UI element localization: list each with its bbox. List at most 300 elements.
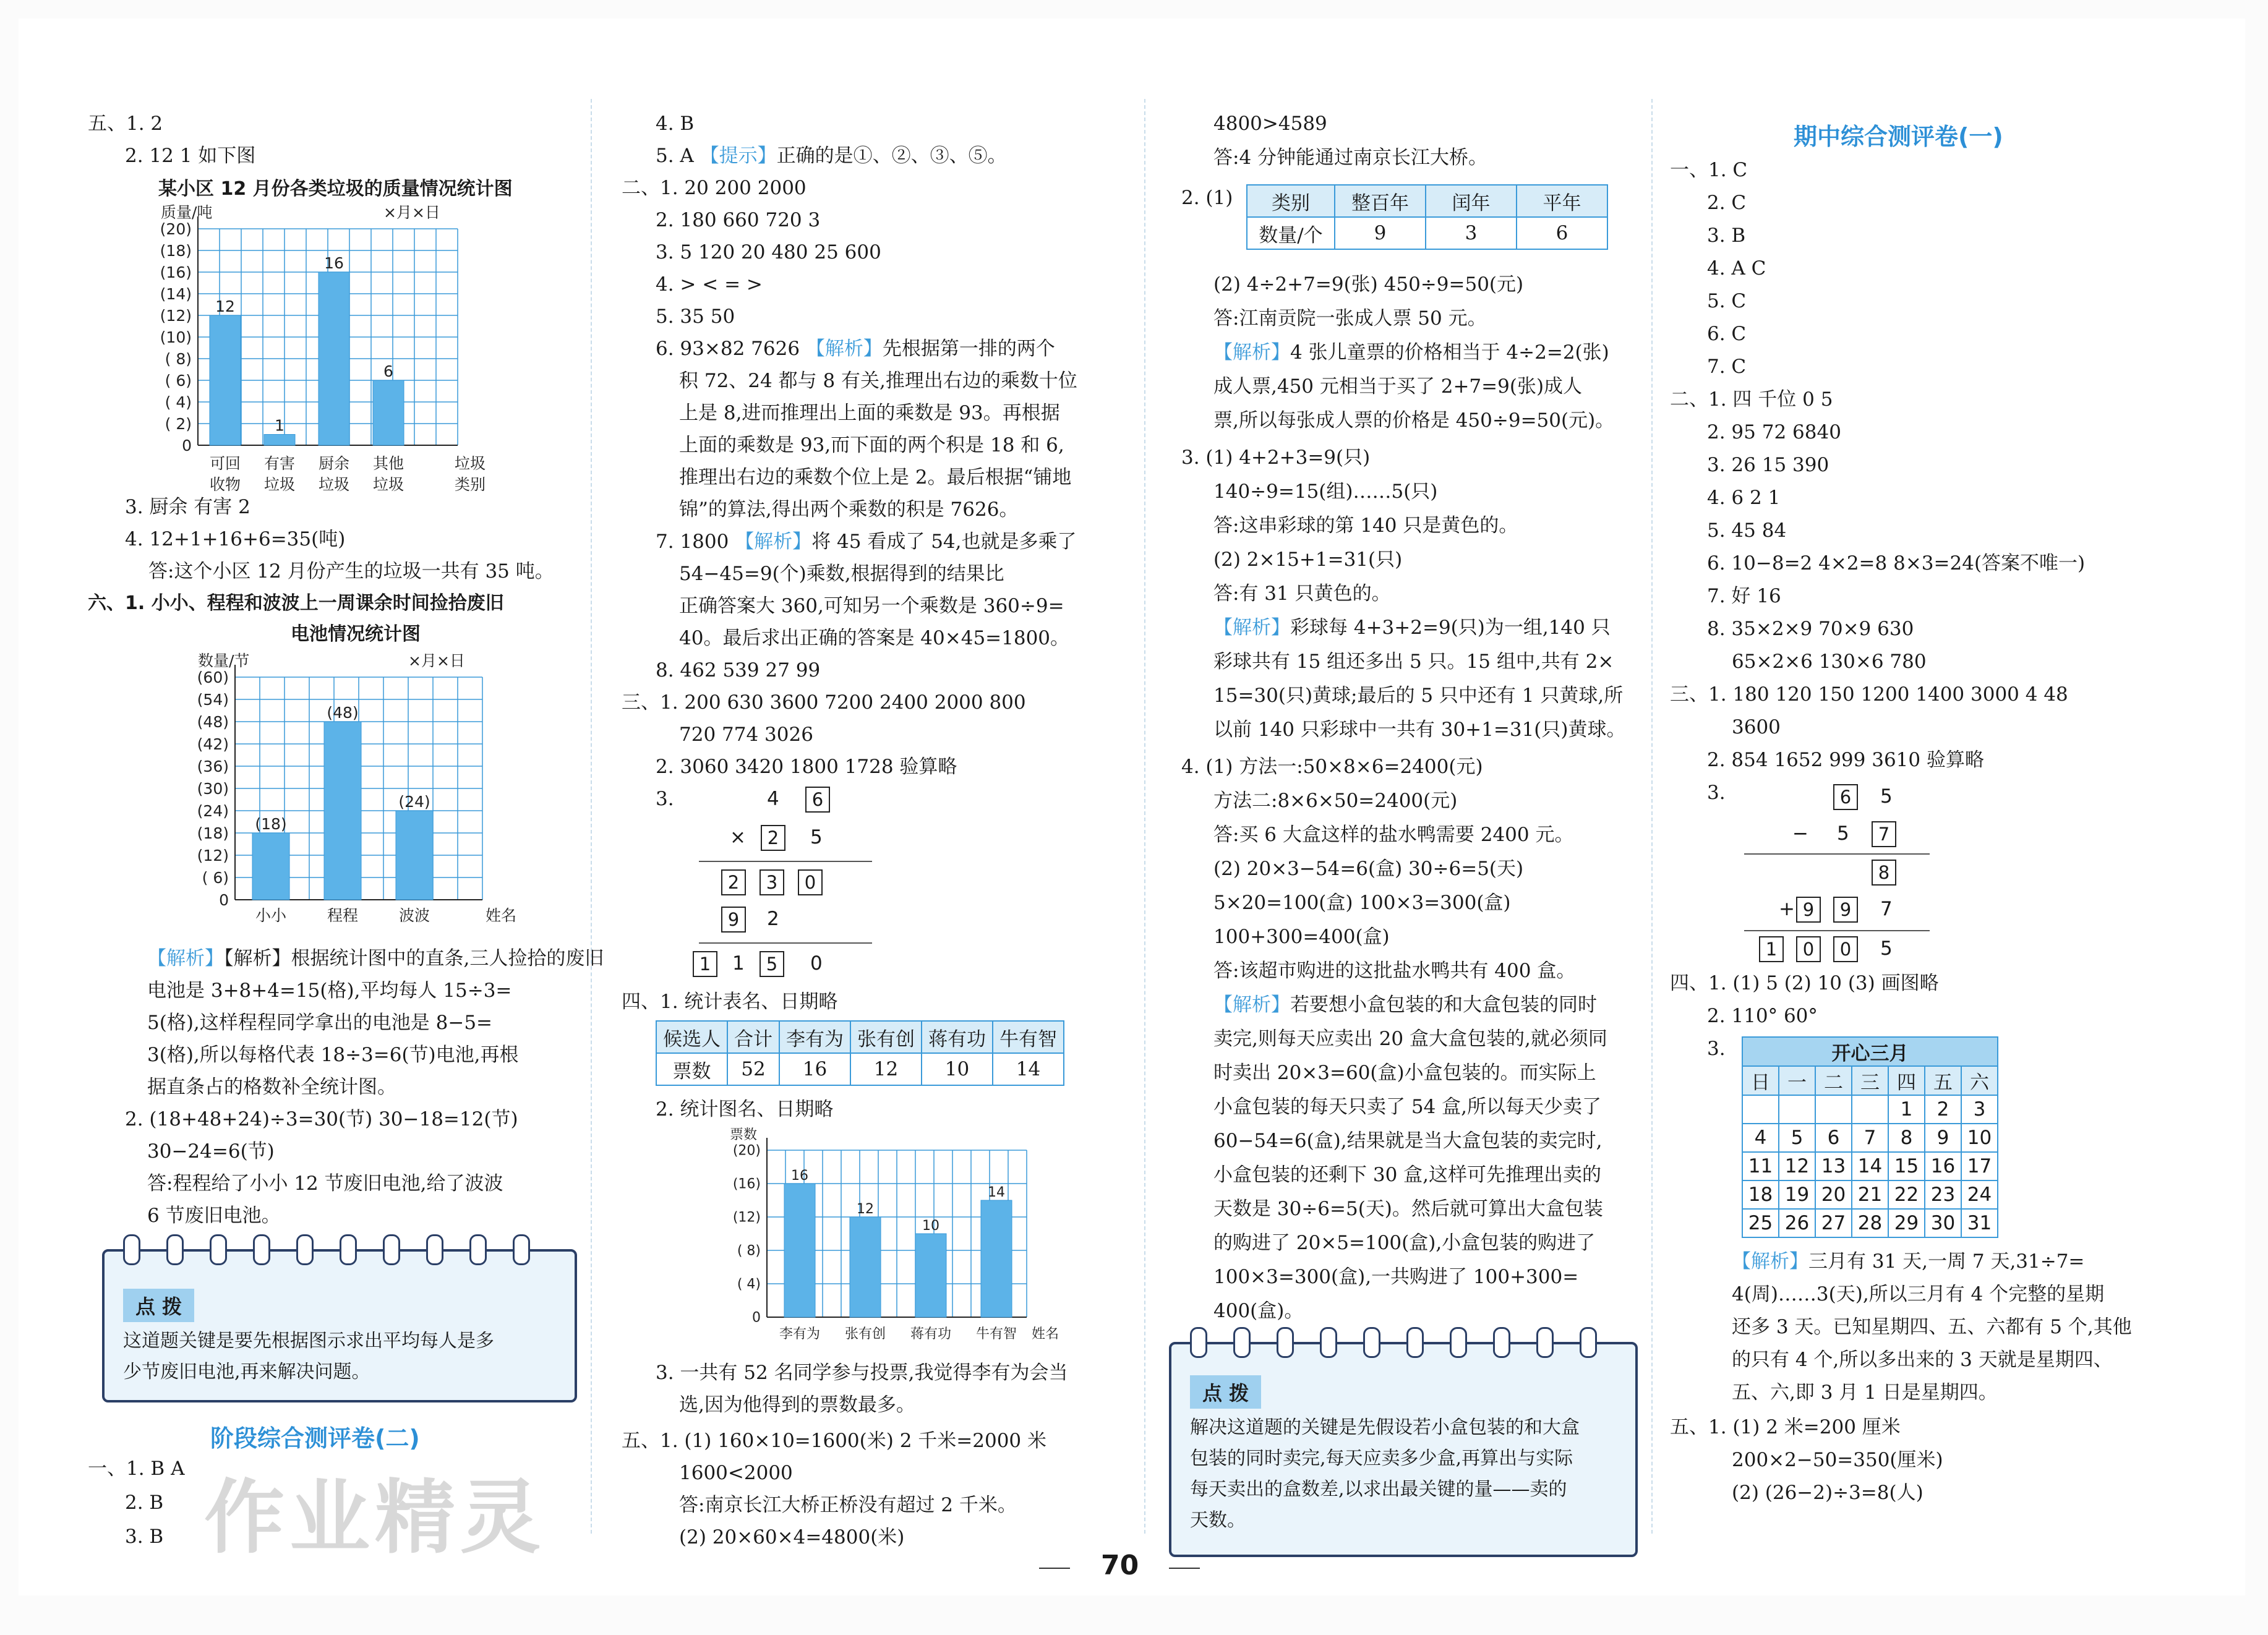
answer-line: 答:该超市购进的这批盐水鸭共有 400 盒。 bbox=[1213, 960, 1576, 982]
calendar-day: 24 bbox=[1961, 1180, 1998, 1209]
table-header: 张有创 bbox=[850, 1021, 922, 1053]
y-tick-label: ( 8) bbox=[165, 349, 192, 368]
bar-value-label: 6 bbox=[383, 362, 393, 380]
tip-text: 解决这道题的关键是先假设若小盒包装的和大盒 bbox=[1190, 1417, 1580, 1438]
table-cell: 9 bbox=[1335, 217, 1426, 249]
answer-line: 4800>4589 bbox=[1213, 113, 1327, 135]
answer-line: 1600<2000 bbox=[679, 1462, 793, 1484]
analysis-tag: 【解析】 bbox=[1732, 1250, 1808, 1273]
answer-line: 6. 10−8=2 4×2=8 8×3=24(答案不唯一) bbox=[1707, 552, 2086, 574]
answer-line: 答:江南贡院一张成人票 50 元。 bbox=[1213, 307, 1487, 330]
chart-title: 电池情况统计图 bbox=[291, 623, 421, 645]
y-axis-label: 质量/吨 bbox=[161, 204, 213, 221]
analysis-line: 100×3=300(盒),一共购进了 100+300= bbox=[1213, 1266, 1579, 1288]
table-cell: 票数 bbox=[656, 1053, 727, 1085]
answer-line: 4. A C bbox=[1707, 257, 1766, 280]
y-tick-label: (30) bbox=[197, 779, 229, 798]
page-number-rule bbox=[1039, 1568, 1070, 1569]
calendar-weekday: 二 bbox=[1815, 1066, 1852, 1095]
operator: − bbox=[1792, 822, 1808, 845]
table-cell: 数量/个 bbox=[1247, 217, 1335, 249]
tip-box bbox=[1169, 1342, 1638, 1557]
calendar-day: 11 bbox=[1742, 1152, 1779, 1180]
answer-line: 8. 35×2×9 70×9 630 bbox=[1707, 618, 1914, 640]
answer-line: 5. 35 50 bbox=[656, 305, 735, 328]
answer-line: 四、1. (1) 5 (2) 10 (3) 画图略 bbox=[1670, 972, 1939, 994]
y-tick-label: 0 bbox=[219, 890, 229, 909]
table-cell: 16 bbox=[779, 1053, 850, 1085]
table-header: 李有为 bbox=[779, 1021, 850, 1053]
x-axis-label: 垃圾 bbox=[454, 455, 486, 472]
bar bbox=[373, 380, 404, 445]
analysis-tag: 【解析】 bbox=[735, 531, 812, 553]
analysis-tag: 【解析】 bbox=[805, 338, 883, 360]
digit: 5 bbox=[1880, 937, 1893, 960]
analysis-line: 【解析】若要想小盒包装的和大盒包装的同时 bbox=[1213, 994, 1597, 1016]
calendar-day: 7 bbox=[1852, 1124, 1888, 1152]
x-tick-label: 李有为 bbox=[779, 1326, 821, 1342]
x-tick-label: 收物 bbox=[209, 476, 241, 493]
column-divider bbox=[1144, 99, 1146, 1534]
calendar-day: 5 bbox=[1779, 1124, 1815, 1152]
digit-box: 9 bbox=[1833, 897, 1858, 923]
answer-line: 2. 3060 3420 1800 1728 验算略 bbox=[656, 756, 957, 778]
answer-line: 2. 180 660 720 3 bbox=[656, 209, 821, 231]
y-tick-label: (24) bbox=[197, 801, 229, 820]
calendar-march bbox=[1742, 1036, 1998, 1238]
answer-line: 6. 93×82 7626 【解析】先根据第一排的两个 bbox=[656, 338, 1055, 360]
y-tick-label: (12) bbox=[732, 1210, 761, 1226]
calendar-day: 30 bbox=[1925, 1209, 1961, 1237]
table-header: 整百年 bbox=[1335, 185, 1426, 217]
answer-line: (2) 4÷2+7=9(张) 450÷9=50(元) bbox=[1213, 273, 1524, 296]
digit: 2 bbox=[767, 908, 779, 930]
chart-title: 某小区 12 月份各类垃圾的质量情况统计图 bbox=[158, 178, 513, 200]
table-header: 闰年 bbox=[1426, 185, 1517, 217]
answer-line: 一、1. B A bbox=[88, 1458, 185, 1480]
tip-heading: 点 拨 bbox=[1190, 1375, 1261, 1409]
y-tick-label: (12) bbox=[160, 306, 192, 325]
bar-value-label: 1 bbox=[275, 416, 285, 435]
calendar-day bbox=[1815, 1095, 1852, 1124]
answer-line: 3. B bbox=[125, 1526, 164, 1548]
answer-line: 7. 1800 【解析】将 45 看成了 54,也就是多乘了 bbox=[656, 531, 1077, 553]
digit-box: 9 bbox=[721, 907, 746, 933]
chart-title: 六、1. 小小、程程和波波上一周课余时间捡拾废旧 bbox=[88, 592, 504, 614]
analysis-line: 40。最后求出正确的答案是 40×45=1800。 bbox=[679, 627, 1070, 649]
answer-line: 5. C bbox=[1707, 290, 1747, 312]
answer-line: 8. 462 539 27 99 bbox=[656, 659, 821, 681]
x-tick-label: 其他 bbox=[372, 455, 404, 472]
answer-line: 140÷9=15(组)……5(只) bbox=[1213, 480, 1438, 503]
bar-value-label: 16 bbox=[791, 1168, 808, 1184]
page-number-rule bbox=[1169, 1568, 1200, 1569]
answer-line: 30−24=6(节) bbox=[147, 1140, 275, 1163]
calendar-day: 20 bbox=[1815, 1180, 1852, 1209]
section-title: 期中综合测评卷(一) bbox=[1794, 123, 2003, 150]
digit-box: 8 bbox=[1872, 860, 1896, 886]
bar bbox=[850, 1217, 881, 1317]
page-number: 70 bbox=[1101, 1550, 1139, 1581]
table-cell: 14 bbox=[993, 1053, 1064, 1085]
bar bbox=[324, 722, 361, 900]
analysis-tag: 【解析】 bbox=[147, 947, 224, 970]
calc-line bbox=[699, 861, 872, 862]
y-tick-label: (12) bbox=[197, 846, 229, 864]
calendar-day: 23 bbox=[1925, 1180, 1961, 1209]
analysis-tag: 【解析】 bbox=[1213, 617, 1290, 639]
digit-box: 6 bbox=[1833, 784, 1858, 810]
answer-line: 7. 好 16 bbox=[1707, 585, 1781, 607]
calendar-day bbox=[1779, 1095, 1815, 1124]
digit-box: 1 bbox=[693, 951, 717, 977]
calendar-caption: 开心三月 bbox=[1742, 1037, 1998, 1066]
calendar-day: 12 bbox=[1779, 1152, 1815, 1180]
x-tick-label: 垃圾 bbox=[263, 476, 296, 493]
tip-text: 天数。 bbox=[1190, 1509, 1246, 1531]
bar-value-label: 16 bbox=[324, 254, 344, 272]
tip-heading: 点 拨 bbox=[123, 1289, 194, 1322]
section-title: 阶段综合测评卷(二) bbox=[210, 1425, 420, 1452]
answer-line: (2) (26−2)÷3=8(人) bbox=[1732, 1482, 1924, 1504]
operator: × bbox=[730, 826, 746, 848]
answer-line: 五、1. (1) 2 米=200 厘米 bbox=[1670, 1416, 1901, 1438]
chart-date: ×月×日 bbox=[408, 652, 465, 670]
bar-chart-batteries bbox=[142, 649, 563, 940]
digit: 5 bbox=[1837, 822, 1849, 845]
bar-value-label: (18) bbox=[255, 815, 287, 833]
answer-line: 2. B bbox=[125, 1492, 164, 1514]
answer-line: 二、1. 四 千位 0 5 bbox=[1670, 388, 1833, 411]
calendar-day bbox=[1852, 1095, 1888, 1124]
digit: 4 bbox=[767, 788, 779, 810]
bar bbox=[981, 1200, 1012, 1317]
x-tick-label: 有害 bbox=[263, 455, 296, 472]
table-header: 合计 bbox=[727, 1021, 779, 1053]
answer-line: 4. (1) 方法一:50×8×6=2400(元) bbox=[1181, 756, 1483, 778]
analysis-line: 卖完,则每天应卖出 20 盒大盒包装的,就必须同 bbox=[1213, 1028, 1607, 1050]
tip-text: 少节废旧电池,再来解决问题。 bbox=[123, 1361, 370, 1383]
bar bbox=[396, 811, 433, 900]
analysis-line: 上面的乘数是 93,而下面的两个积是 18 和 6, bbox=[679, 434, 1064, 456]
answer-line: 五、1. (1) 160×10=1600(米) 2 千米=2000 米 bbox=[622, 1430, 1046, 1452]
analysis-line: 4(周)……3(天),所以三月有 4 个完整的星期 bbox=[1732, 1283, 2105, 1305]
answer-line: 2. 12 1 如下图 bbox=[125, 145, 256, 167]
answer-line: (2) 20×3−54=6(盒) 30÷6=5(天) bbox=[1213, 858, 1524, 880]
analysis-line: 【解析】彩球每 4+3+2=9(只)为一组,140 只 bbox=[1213, 617, 1611, 639]
answer-line: 3. 26 15 390 bbox=[1707, 454, 1829, 476]
answer-line: 答:有 31 只黄色的。 bbox=[1213, 583, 1391, 605]
analysis-line: 3(格),所以每格代表 18÷3=6(节)电池,再根 bbox=[147, 1044, 519, 1066]
calendar-weekday: 三 bbox=[1852, 1066, 1888, 1095]
column-divider bbox=[1651, 99, 1653, 1534]
answer-line: 2. 110° 60° bbox=[1707, 1005, 1818, 1027]
answer-line: 方法二:8×6×50=2400(元) bbox=[1213, 790, 1458, 812]
calendar-day: 22 bbox=[1888, 1180, 1925, 1209]
answer-line: 7. C bbox=[1707, 356, 1747, 378]
x-axis-label: 姓名 bbox=[1031, 1326, 1059, 1342]
analysis-line: 小盒包装的还剩下 30 盒,这样可先推理出卖的 bbox=[1213, 1164, 1602, 1186]
y-tick-label: ( 4) bbox=[737, 1276, 761, 1292]
y-tick-label: (16) bbox=[160, 263, 192, 281]
table-cell: 6 bbox=[1517, 217, 1607, 249]
analysis-line: 五、六,即 3 月 1 日是星期四。 bbox=[1732, 1381, 1998, 1404]
table-cell: 52 bbox=[727, 1053, 779, 1085]
x-tick-label: 小小 bbox=[255, 907, 287, 924]
tip-text: 这道题关键是要先根据图示求出平均每人是多 bbox=[123, 1330, 494, 1352]
y-tick-label: ( 2) bbox=[165, 414, 192, 433]
analysis-line: 60−54=6(盒),结果就是当大盒包装的卖完时, bbox=[1213, 1130, 1603, 1152]
y-tick-label: (20) bbox=[160, 220, 192, 238]
digit-box: 9 bbox=[1796, 897, 1821, 923]
digit-box: 5 bbox=[760, 951, 784, 977]
digit-box: 0 bbox=[1833, 936, 1858, 962]
calendar-weekday: 五 bbox=[1925, 1066, 1961, 1095]
x-axis-label: 姓名 bbox=[485, 907, 517, 924]
analysis-line: 时卖出 20×3=60(盒)小盒包装的。而实际上 bbox=[1213, 1062, 1596, 1084]
calendar-day: 10 bbox=[1961, 1124, 1998, 1152]
x-tick-label: 蒋有功 bbox=[910, 1326, 952, 1342]
digit: 0 bbox=[810, 952, 823, 975]
x-tick-label: 可回 bbox=[209, 455, 241, 472]
calendar-day: 31 bbox=[1961, 1209, 1998, 1237]
calendar-day: 18 bbox=[1742, 1180, 1779, 1209]
answer-line: 6 节废旧电池。 bbox=[147, 1205, 281, 1227]
answer-line: 三、1. 200 630 3600 7200 2400 2000 800 bbox=[622, 691, 1026, 714]
year-table bbox=[1246, 184, 1608, 250]
analysis-line: 据直条占的格数补全统计图。 bbox=[147, 1076, 396, 1098]
answer-line: 答:南京长江大桥正桥没有超过 2 千米。 bbox=[679, 1494, 1017, 1516]
table-cell: 3 bbox=[1426, 217, 1517, 249]
answer-line: 3. 5 120 20 480 25 600 bbox=[656, 241, 881, 263]
x-tick-label: 程程 bbox=[327, 907, 359, 924]
answer-line: 4. 12+1+16+6=35(吨) bbox=[125, 528, 346, 550]
analysis-line: 天数是 30÷6=5(天)。然后就可算出大盒包装 bbox=[1213, 1198, 1603, 1220]
answer-line: 6. C bbox=[1707, 323, 1747, 345]
y-tick-label: (10) bbox=[160, 328, 192, 346]
bar-value-label: 12 bbox=[215, 297, 235, 315]
y-tick-label: (16) bbox=[732, 1176, 761, 1192]
analysis-line: 15=30(只)黄球;最后的 5 只中还有 1 只黄球,所 bbox=[1213, 685, 1624, 707]
calendar-day: 25 bbox=[1742, 1209, 1779, 1237]
answer-line: 200×2−50=350(厘米) bbox=[1732, 1449, 1943, 1471]
y-tick-label: ( 8) bbox=[737, 1243, 761, 1259]
analysis-line: 5(格),这样程程同学拿出的电池是 8−5= bbox=[147, 1012, 493, 1034]
y-tick-label: (36) bbox=[197, 757, 229, 775]
table-header: 候选人 bbox=[656, 1021, 727, 1053]
tip-box bbox=[102, 1249, 577, 1402]
answer-line: 720 774 3026 bbox=[679, 724, 813, 746]
digit-box: 2 bbox=[721, 869, 746, 895]
calendar-day: 14 bbox=[1852, 1152, 1888, 1180]
analysis-text: 【解析】根据统计图中的直条,三人捡拾的废旧 bbox=[224, 947, 604, 970]
digit: 5 bbox=[810, 826, 823, 848]
y-tick-label: ( 6) bbox=[165, 371, 192, 390]
calendar-weekday: 四 bbox=[1888, 1066, 1925, 1095]
calendar-day: 2 bbox=[1925, 1095, 1961, 1124]
y-tick-label: ( 6) bbox=[202, 868, 229, 887]
analysis-line: 彩球共有 15 组还多出 5 只。15 组中,共有 2× bbox=[1213, 651, 1614, 673]
y-tick-label: (14) bbox=[160, 284, 192, 303]
analysis-line: 成人票,450 元相当于买了 2+7=9(张)成人 bbox=[1213, 375, 1583, 398]
calendar-weekday: 一 bbox=[1779, 1066, 1815, 1095]
answer-line: 一、1. C bbox=[1670, 159, 1748, 181]
answer-line: 3. bbox=[1707, 1038, 1726, 1060]
answer-line: 5×20=100(盒) 100×3=300(盒) bbox=[1213, 892, 1511, 914]
analysis-line: 小盒包装的每天只卖了 54 盒,所以每天少卖了 bbox=[1213, 1096, 1602, 1118]
answer-line: 答:4 分钟能通过南京长江大桥。 bbox=[1213, 147, 1488, 169]
bar bbox=[264, 435, 295, 446]
calendar-day: 8 bbox=[1888, 1124, 1925, 1152]
bar-value-label: (24) bbox=[398, 793, 430, 811]
y-tick-label: (42) bbox=[197, 735, 229, 753]
bar-value-label: 14 bbox=[988, 1185, 1005, 1200]
x-tick-label: 垃圾 bbox=[318, 476, 350, 493]
calendar-day: 6 bbox=[1815, 1124, 1852, 1152]
analysis-line: 【解析】三月有 31 天,一周 7 天,31÷7= bbox=[1732, 1250, 2085, 1273]
answer-line: 答:程程给了小小 12 节废旧电池,给了波波 bbox=[147, 1172, 503, 1195]
x-tick-label: 垃圾 bbox=[372, 476, 404, 493]
digit: 1 bbox=[732, 952, 745, 975]
y-tick-label: (18) bbox=[197, 824, 229, 842]
analysis-line: 积 72、24 都与 8 有关,推理出右边的乘数十位 bbox=[679, 370, 1077, 392]
analysis-tag: 【解析】 bbox=[1213, 341, 1290, 364]
y-tick-label: 0 bbox=[182, 436, 192, 455]
bar bbox=[252, 833, 289, 900]
bar bbox=[784, 1184, 815, 1317]
answer-line: 2. (1) bbox=[1181, 187, 1233, 209]
chart-date: ×月×日 bbox=[383, 204, 440, 221]
y-tick-label: (48) bbox=[197, 712, 229, 731]
bar-value-label: 12 bbox=[857, 1202, 874, 1217]
column-divider bbox=[591, 99, 593, 1534]
calendar-day: 13 bbox=[1815, 1152, 1852, 1180]
page-sheet bbox=[19, 19, 2245, 1595]
x-tick-label: 波波 bbox=[398, 907, 430, 924]
table-cell: 12 bbox=[850, 1053, 922, 1085]
y-tick-label: (60) bbox=[197, 668, 229, 686]
calendar-day: 21 bbox=[1852, 1180, 1888, 1209]
table-cell: 10 bbox=[922, 1053, 993, 1085]
answer-line: 2. 95 72 6840 bbox=[1707, 421, 1841, 443]
analysis-line: 【解析】4 张儿童票的价格相当于 4÷2=2(张) bbox=[1213, 341, 1609, 364]
analysis-line: 电池是 3+8+4=15(格),平均每人 15÷3= bbox=[147, 980, 512, 1002]
bar bbox=[915, 1234, 946, 1317]
bar-value-label: (48) bbox=[327, 704, 359, 722]
y-tick-label: ( 4) bbox=[165, 393, 192, 411]
calendar-day: 19 bbox=[1779, 1180, 1815, 1209]
calendar-day: 28 bbox=[1852, 1209, 1888, 1237]
answer-line: 4. > < = > bbox=[656, 273, 763, 296]
answer-line: 三、1. 180 120 150 1200 1400 3000 4 48 bbox=[1670, 683, 2068, 706]
calc-line bbox=[1744, 930, 1930, 931]
bar bbox=[319, 272, 349, 445]
analysis-line: 锦”的算法,得出两个乘数的积是 7626。 bbox=[679, 498, 1019, 521]
answer-line: 2. (18+48+24)÷3=30(节) 30−18=12(节) bbox=[125, 1108, 518, 1130]
calendar-day: 9 bbox=[1925, 1124, 1961, 1152]
digit-box: 0 bbox=[798, 869, 823, 895]
answer-line: 3. 一共有 52 名同学参与投票,我觉得李有为会当 bbox=[656, 1362, 1068, 1384]
digit-box: 2 bbox=[761, 825, 785, 851]
digit: 5 bbox=[1880, 785, 1893, 808]
bar-chart-votes bbox=[699, 1125, 1095, 1360]
answer-line: 3. 厨余 有害 2 bbox=[125, 496, 250, 518]
answer-line: 4. 6 2 1 bbox=[1707, 487, 1781, 509]
answer-line: (2) 20×60×4=4800(米) bbox=[679, 1526, 905, 1548]
answer-line: 5. 45 84 bbox=[1707, 519, 1787, 542]
bar bbox=[210, 315, 241, 445]
answer-line: 3. B bbox=[1707, 224, 1746, 247]
analysis-line: 上是 8,进而推理出上面的乘数是 93。再根据 bbox=[679, 402, 1060, 424]
answer-line: 选,因为他得到的票数最多。 bbox=[679, 1394, 915, 1416]
analysis-line: 400(盒)。 bbox=[1213, 1300, 1304, 1322]
calendar-weekday: 日 bbox=[1742, 1066, 1779, 1095]
calendar-day: 1 bbox=[1888, 1095, 1925, 1124]
answer-line: 5. A 【提示】正确的是①、②、③、⑤。 bbox=[656, 145, 1007, 167]
calendar-day: 29 bbox=[1888, 1209, 1925, 1237]
analysis-line bbox=[147, 946, 604, 971]
analysis-line: 54−45=9(个)乘数,根据得到的结果比 bbox=[679, 563, 1004, 585]
y-axis-label: 票数 bbox=[730, 1127, 758, 1143]
calendar-day bbox=[1742, 1095, 1779, 1124]
calc-line bbox=[1744, 853, 1930, 855]
calendar-day: 27 bbox=[1815, 1209, 1852, 1237]
answer-line: 答:买 6 大盒这样的盐水鸭需要 2400 元。 bbox=[1213, 824, 1574, 846]
y-axis-label: 数量/节 bbox=[198, 652, 250, 670]
answer-line: 2. C bbox=[1707, 192, 1747, 214]
analysis-line: 正确答案大 360,可知另一个乘数是 360÷9= bbox=[679, 595, 1064, 617]
answer-line: 二、1. 20 200 2000 bbox=[622, 177, 807, 199]
answer-line: 答:这个小区 12 月份产生的垃圾一共有 35 吨。 bbox=[148, 560, 554, 583]
y-tick-label: (18) bbox=[160, 241, 192, 260]
y-tick-label: 0 bbox=[752, 1310, 761, 1326]
watermark: 作业精灵 bbox=[204, 1471, 546, 1565]
vote-table bbox=[656, 1020, 1064, 1086]
y-tick-label: (54) bbox=[197, 690, 229, 709]
hint-tag: 【提示】 bbox=[700, 145, 777, 167]
table-header: 类别 bbox=[1247, 185, 1335, 217]
analysis-line: 的购进了 20×5=100(盒),小盒包装的购进了 bbox=[1213, 1232, 1596, 1254]
analysis-tag: 【解析】 bbox=[1213, 994, 1290, 1016]
digit-box: 1 bbox=[1759, 936, 1784, 962]
bar-chart-garbage bbox=[136, 204, 575, 501]
x-axis-label: 类别 bbox=[454, 476, 486, 493]
answer-line: (2) 2×15+1=31(只) bbox=[1213, 549, 1403, 571]
answer-line: 4. B bbox=[656, 113, 695, 135]
bar-value-label: 10 bbox=[922, 1218, 939, 1234]
x-tick-label: 牛有智 bbox=[975, 1326, 1017, 1342]
digit-box: 6 bbox=[805, 787, 830, 813]
answer-line: 2. 统计图名、日期略 bbox=[656, 1098, 834, 1121]
tip-text: 每天卖出的盒数差,以求出最关键的量——卖的 bbox=[1190, 1479, 1567, 1500]
answer-line: 3. (1) 4+2+3=9(只) bbox=[1181, 446, 1371, 469]
answer-line: 2. 854 1652 999 3610 验算略 bbox=[1707, 749, 1984, 771]
analysis-line: 的只有 4 个,所以多出来的 3 天就是星期四、 bbox=[1732, 1349, 2113, 1371]
calendar-day: 4 bbox=[1742, 1124, 1779, 1152]
calendar-day: 16 bbox=[1925, 1152, 1961, 1180]
calendar-day: 3 bbox=[1961, 1095, 1998, 1124]
answer-line: 五、1. 2 bbox=[88, 113, 163, 135]
answer-line: 3. bbox=[1707, 782, 1726, 804]
answer-line: 3. bbox=[656, 788, 674, 810]
analysis-line: 还多 3 天。已知星期四、五、六都有 5 个,其他 bbox=[1732, 1316, 2132, 1338]
answer-line: 65×2×6 130×6 780 bbox=[1732, 651, 1927, 673]
calc-line bbox=[699, 942, 872, 944]
answer-line: 答:这串彩球的第 140 只是黄色的。 bbox=[1213, 514, 1518, 537]
calendar-day: 26 bbox=[1779, 1209, 1815, 1237]
digit-box: 3 bbox=[760, 869, 784, 895]
operator: + bbox=[1779, 898, 1795, 920]
